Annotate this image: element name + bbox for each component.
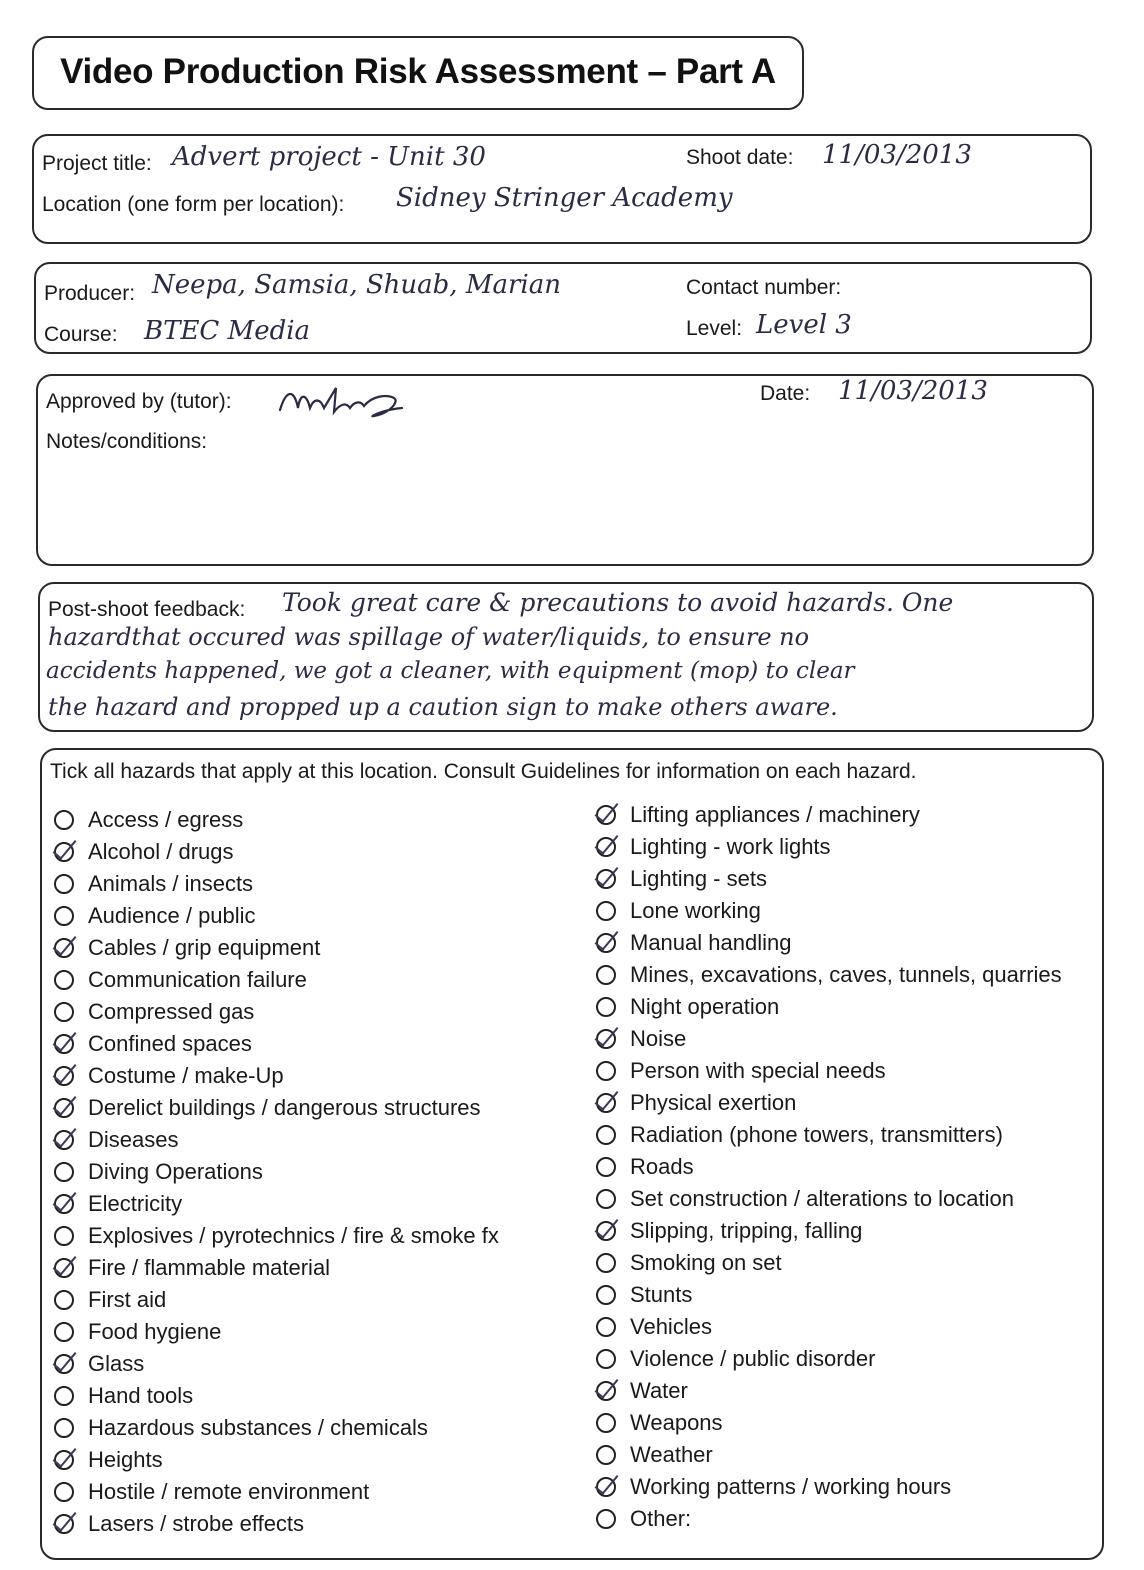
approval-date-label: Date: — [760, 382, 811, 405]
hazard-item[interactable] — [596, 1184, 1014, 1214]
hazard-item[interactable] — [54, 1221, 499, 1251]
hazard-item[interactable] — [54, 1445, 163, 1475]
hazard-label: First aid — [88, 1287, 167, 1312]
circle-checkbox-icon[interactable] — [596, 1317, 616, 1337]
hazard-label: Radiation (phone towers, transmitters) — [630, 1122, 1003, 1147]
project-title-label: Project title: — [42, 152, 152, 175]
checked-circle-icon[interactable] — [54, 1514, 74, 1534]
circle-checkbox-icon[interactable] — [54, 1162, 74, 1182]
circle-checkbox-icon[interactable] — [596, 901, 616, 921]
producer-field[interactable]: Neepa, Samsia, Shuab, Marian — [152, 270, 561, 300]
contact-number-label: Contact number: — [686, 276, 842, 299]
hazard-label: Food hygiene — [88, 1319, 222, 1344]
hazard-label: Derelict buildings / dangerous structures — [88, 1095, 481, 1120]
approval-date-field[interactable]: 11/03/2013 — [838, 376, 988, 406]
location-label: Location (one form per location): — [42, 193, 345, 216]
checked-circle-icon[interactable] — [54, 1450, 74, 1470]
checked-circle-icon[interactable] — [54, 938, 74, 958]
hazard-label: Animals / insects — [88, 871, 254, 896]
circle-checkbox-icon[interactable] — [54, 810, 74, 830]
hazards-right-column — [596, 800, 1096, 1540]
producer-label: Producer: — [44, 282, 136, 305]
circle-checkbox-icon[interactable] — [596, 997, 616, 1017]
circle-checkbox-icon[interactable] — [54, 1418, 74, 1438]
hazard-item[interactable] — [54, 1253, 330, 1283]
feedback-line: accidents happened, we got a cleaner, with equipment (mop) to clear — [46, 658, 855, 684]
hazard-item[interactable] — [54, 1061, 284, 1091]
checked-circle-icon[interactable] — [596, 1221, 616, 1241]
hazard-item[interactable] — [596, 864, 767, 894]
hazard-label: Confined spaces — [88, 1031, 252, 1056]
hazard-item[interactable] — [596, 896, 761, 926]
checked-circle-icon[interactable] — [596, 869, 616, 889]
hazard-label: Weather — [630, 1442, 713, 1467]
circle-checkbox-icon[interactable] — [596, 1349, 616, 1369]
hazards-left-column — [54, 805, 574, 1545]
checked-circle-icon[interactable] — [54, 1354, 74, 1374]
approved-by-label: Approved by (tutor): — [46, 390, 232, 413]
hazard-item[interactable] — [54, 1093, 481, 1123]
hazard-label: Hazardous substances / chemicals — [88, 1415, 428, 1440]
hazard-item[interactable] — [596, 1408, 723, 1438]
hazard-label: Violence / public disorder — [630, 1346, 876, 1371]
hazard-label: Heights — [88, 1447, 163, 1472]
hazard-label: Noise — [630, 1026, 687, 1051]
hazard-item[interactable] — [596, 1280, 692, 1310]
circle-checkbox-icon[interactable] — [596, 1157, 616, 1177]
hazard-item[interactable] — [596, 992, 779, 1022]
form-title: Video Production Risk Assessment – Part A — [60, 52, 776, 91]
circle-checkbox-icon[interactable] — [54, 1002, 74, 1022]
level-field[interactable]: Level 3 — [756, 310, 852, 340]
shoot-date-label: Shoot date: — [686, 146, 794, 169]
hazard-label: Physical exertion — [630, 1090, 797, 1115]
notes-label: Notes/conditions: — [46, 430, 208, 453]
hazard-item[interactable] — [54, 1285, 166, 1315]
hazard-item[interactable] — [596, 960, 1062, 990]
hazard-label: Mines, excavations, caves, tunnels, quarries — [630, 962, 1062, 987]
hazard-item[interactable] — [54, 1477, 369, 1507]
hazard-label: Fire / flammable material — [88, 1255, 331, 1280]
hazard-item[interactable] — [596, 1088, 796, 1118]
checked-circle-icon[interactable] — [54, 1258, 74, 1278]
circle-checkbox-icon[interactable] — [54, 906, 74, 926]
hazard-item[interactable] — [596, 928, 791, 958]
checked-circle-icon[interactable] — [596, 1093, 616, 1113]
checked-circle-icon[interactable] — [54, 842, 74, 862]
hazard-item[interactable] — [54, 1029, 252, 1059]
title-box — [32, 36, 804, 110]
hazard-label: Set construction / alterations to location — [630, 1186, 1014, 1211]
checked-circle-icon[interactable] — [596, 1381, 616, 1401]
hazard-item[interactable] — [54, 1381, 193, 1411]
hazard-item[interactable] — [54, 1125, 178, 1155]
hazard-label: Night operation — [630, 994, 780, 1019]
hazard-item[interactable] — [596, 1152, 694, 1182]
hazard-item[interactable] — [596, 800, 920, 830]
hazard-item[interactable] — [596, 1504, 691, 1534]
circle-checkbox-icon[interactable] — [54, 1226, 74, 1246]
feedback-line: hazardthat occured was spillage of water/liquids, to ensure no — [48, 623, 810, 651]
hazard-item[interactable] — [54, 805, 243, 835]
circle-checkbox-icon[interactable] — [596, 1061, 616, 1081]
hazard-label: Lone working — [630, 898, 761, 923]
hazard-item[interactable] — [596, 1024, 686, 1054]
circle-checkbox-icon[interactable] — [596, 1253, 616, 1273]
hazard-item[interactable] — [596, 1056, 886, 1086]
hazard-item[interactable] — [54, 1157, 263, 1187]
hazard-label: Communication failure — [88, 967, 307, 992]
circle-checkbox-icon[interactable] — [54, 1482, 74, 1502]
hazard-label: Vehicles — [630, 1314, 712, 1339]
hazard-label: Weapons — [630, 1410, 723, 1435]
hazard-item[interactable] — [54, 1317, 221, 1347]
circle-checkbox-icon[interactable] — [596, 1413, 616, 1433]
shoot-date-field[interactable]: 11/03/2013 — [822, 140, 972, 170]
hazard-label: Diving Operations — [88, 1159, 263, 1184]
circle-checkbox-icon[interactable] — [54, 1290, 74, 1310]
hazard-label: Water — [630, 1378, 688, 1403]
hazards-instruction: Tick all hazards that apply at this location. Consult Guidelines for information on each hazard. — [50, 760, 917, 783]
hazard-label: Glass — [88, 1351, 145, 1376]
hazard-label: Lighting - sets — [630, 866, 767, 891]
hazard-label: Electricity — [88, 1191, 183, 1216]
hazard-item[interactable] — [54, 997, 254, 1027]
hazard-label: Explosives / pyrotechnics / fire & smoke fx — [88, 1223, 499, 1248]
hazard-label: Smoking on set — [630, 1250, 782, 1275]
checked-circle-icon[interactable] — [596, 1477, 616, 1497]
checked-circle-icon[interactable] — [54, 1066, 74, 1086]
hazard-item[interactable] — [54, 1413, 428, 1443]
hazard-label: Working patterns / working hours — [630, 1474, 952, 1499]
checked-circle-icon[interactable] — [54, 1098, 74, 1118]
hazard-label: Lifting appliances / machinery — [630, 802, 920, 827]
hazard-item[interactable] — [54, 965, 307, 995]
hazard-item[interactable] — [596, 1376, 688, 1406]
checked-circle-icon[interactable] — [596, 1029, 616, 1049]
feedback-label: Post-shoot feedback: — [48, 598, 246, 621]
hazard-label: Person with special needs — [630, 1058, 886, 1083]
location-field[interactable]: Sidney Stringer Academy — [396, 183, 733, 213]
project-title-field[interactable]: Advert project - Unit 30 — [172, 142, 486, 172]
hazard-item[interactable] — [54, 1349, 144, 1379]
checked-circle-icon[interactable] — [596, 837, 616, 857]
hazard-item[interactable] — [54, 1189, 182, 1219]
course-label: Course: — [44, 323, 118, 346]
hazard-label: Roads — [630, 1154, 694, 1179]
hazard-label: Audience / public — [88, 903, 256, 928]
hazard-item[interactable] — [596, 1248, 782, 1278]
hazard-label: Slipping, tripping, falling — [630, 1218, 863, 1243]
checked-circle-icon[interactable] — [54, 1034, 74, 1054]
checked-circle-icon[interactable] — [54, 1130, 74, 1150]
hazard-item[interactable] — [596, 1344, 875, 1374]
hazard-item[interactable] — [596, 1472, 951, 1502]
hazard-label: Alcohol / drugs — [88, 839, 234, 864]
hazard-label: Hand tools — [88, 1383, 194, 1408]
hazard-item[interactable] — [596, 1120, 1003, 1150]
hazard-label: Lighting - work lights — [630, 834, 831, 859]
circle-checkbox-icon[interactable] — [596, 1445, 616, 1465]
hazard-item[interactable] — [54, 933, 320, 963]
hazard-item[interactable] — [596, 1440, 713, 1470]
tutor-signature — [276, 380, 426, 428]
hazard-label: Compressed gas — [88, 999, 255, 1024]
course-field[interactable]: BTEC Media — [144, 316, 311, 346]
hazard-item[interactable] — [596, 832, 831, 862]
circle-checkbox-icon[interactable] — [596, 965, 616, 985]
circle-checkbox-icon[interactable] — [54, 970, 74, 990]
hazard-item[interactable] — [54, 901, 256, 931]
hazard-item[interactable] — [596, 1216, 862, 1246]
feedback-line: Took great care & precautions to avoid hazards. One — [282, 588, 954, 617]
checked-circle-icon[interactable] — [596, 805, 616, 825]
hazard-label: Stunts — [630, 1282, 693, 1307]
hazard-label: Access / egress — [88, 807, 244, 832]
circle-checkbox-icon[interactable] — [596, 1125, 616, 1145]
hazard-label: Costume / make-Up — [88, 1063, 284, 1088]
hazard-label: Other: — [630, 1506, 692, 1531]
hazard-item[interactable] — [596, 1312, 712, 1342]
feedback-line: the hazard and propped up a caution sign to make others aware. — [48, 693, 838, 721]
circle-checkbox-icon[interactable] — [54, 874, 74, 894]
hazard-item[interactable] — [54, 1509, 304, 1539]
hazard-label: Manual handling — [630, 930, 792, 955]
hazard-label: Diseases — [88, 1127, 179, 1152]
hazard-item[interactable] — [54, 869, 253, 899]
hazard-label: Cables / grip equipment — [88, 935, 321, 960]
hazard-label: Lasers / strobe effects — [88, 1511, 305, 1536]
hazard-item[interactable] — [54, 837, 234, 867]
circle-checkbox-icon[interactable] — [596, 1189, 616, 1209]
checked-circle-icon[interactable] — [54, 1194, 74, 1214]
circle-checkbox-icon[interactable] — [596, 1509, 616, 1529]
hazard-label: Hostile / remote environment — [88, 1479, 370, 1504]
level-label: Level: — [686, 317, 743, 340]
checked-circle-icon[interactable] — [596, 933, 616, 953]
circle-checkbox-icon[interactable] — [54, 1322, 74, 1342]
circle-checkbox-icon[interactable] — [596, 1285, 616, 1305]
circle-checkbox-icon[interactable] — [54, 1386, 74, 1406]
